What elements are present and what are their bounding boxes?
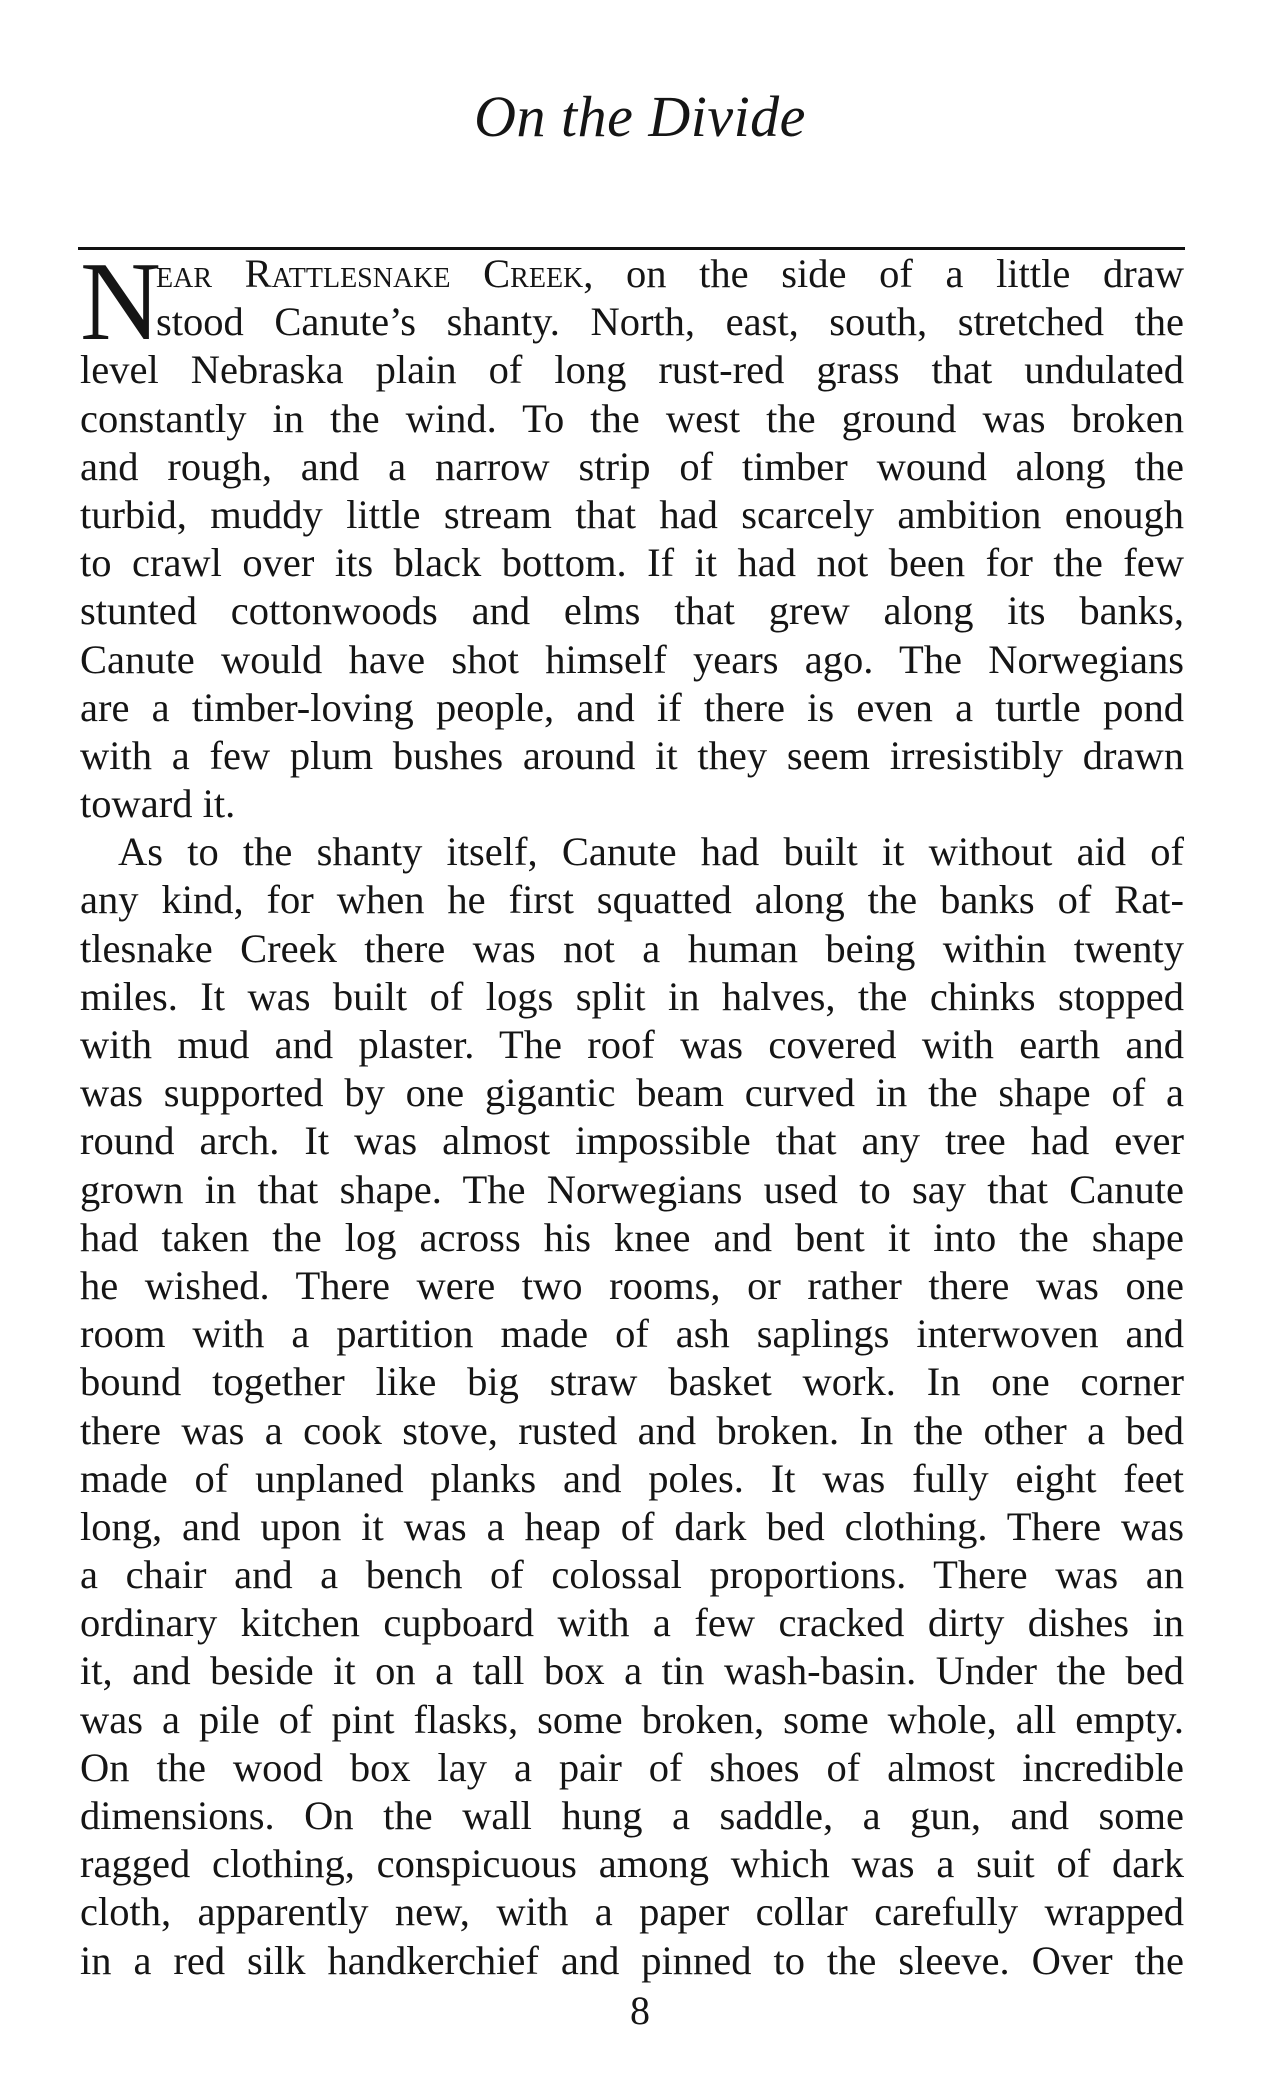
text-line: grown in that shape. The Norwegians used to say that Canute	[80, 1166, 1184, 1212]
text-line: with a few plum bushes around it they seem irresistibly drawn	[80, 732, 1184, 778]
text-line: dimensions. On the wall hung a saddle, a gun, and some	[80, 1793, 1184, 1838]
text-line: stood Canute’s shanty. North, east, south, stretched the	[156, 299, 1184, 345]
text-line: ragged clothing, conspicuous among which was a suit of dark	[80, 1841, 1184, 1887]
text-line: cloth, apparently new, with a paper collar carefully wrapped	[80, 1889, 1184, 1935]
text-line: any kind, for when he first squatted along the banks of Rat-	[80, 877, 1184, 923]
text-line: miles. It was built of logs split in halves, the chinks stopped	[80, 973, 1184, 1019]
text-line: had taken the log across his knee and bent it into the shape	[80, 1214, 1184, 1260]
text-line: On the wood box lay a pair of shoes of almost incredible	[80, 1744, 1184, 1790]
text-line: are a timber-loving people, and if there is even a turtle pond	[80, 684, 1184, 730]
text-line: constantly in the wind. To the west the ground was broken	[80, 395, 1184, 441]
drop-cap-initial: N	[80, 240, 161, 364]
text-line: level Nebraska plain of long rust-red grass that undulated	[80, 347, 1184, 393]
text-line: he wished. There were two rooms, or rather there was one	[80, 1262, 1184, 1308]
text-line: to crawl over its black bottom. If it had not been for the few	[80, 540, 1184, 586]
page-number: 8	[630, 1988, 650, 2033]
small-caps-lead: ear Rattlesnake Creek,	[156, 251, 594, 296]
text-line: there was a cook stove, rusted and broken. In the other a bed	[80, 1407, 1184, 1453]
text-line: a chair and a bench of colossal proportions. There was an	[80, 1552, 1184, 1598]
text-line: with mud and plaster. The roof was covered with earth and	[80, 1022, 1184, 1067]
text-line: stunted cottonwoods and elms that grew along its banks,	[80, 588, 1184, 634]
text-line: and rough, and a narrow strip of timber wound along the	[80, 443, 1184, 489]
text-line: made of unplaned planks and poles. It was fully eight feet	[80, 1455, 1184, 1501]
text-line: Canute would have shot himself years ago. The Norwegians	[80, 636, 1184, 682]
text-line: long, and upon it was a heap of dark bed clothing. There was	[80, 1503, 1184, 1549]
text-line	[80, 250, 1184, 298]
text-line: in a red silk handkerchief and pinned to the sleeve. Over the	[80, 1937, 1184, 1983]
text-line: room with a partition made of ash saplings interwoven and	[80, 1311, 1184, 1357]
opening-line-rest: on the side of a little draw	[593, 251, 1184, 296]
text-line: it, and beside it on a tall box a tin wash-basin. Under the bed	[80, 1648, 1184, 1694]
text-line: toward it.	[80, 781, 236, 827]
text-line: ordinary kitchen cupboard with a few cracked dirty dishes in	[80, 1600, 1184, 1646]
text-line: round arch. It was almost impossible that any tree had ever	[80, 1118, 1184, 1164]
text-line: was a pile of pint flasks, some broken, some whole, all empty.	[80, 1696, 1184, 1742]
text-line: was supported by one gigantic beam curved in the shape of a	[80, 1070, 1184, 1116]
text-line: bound together like big straw basket work. In one corner	[80, 1359, 1184, 1405]
chapter-title: On the Divide	[474, 84, 806, 149]
body-text	[80, 250, 1184, 1985]
text-line: tlesnake Creek there was not a human being within twenty	[80, 925, 1184, 971]
text-line: turbid, muddy little stream that had scarcely ambition enough	[80, 491, 1184, 537]
text-line: As to the shanty itself, Canute had built it without aid of	[118, 829, 1184, 875]
